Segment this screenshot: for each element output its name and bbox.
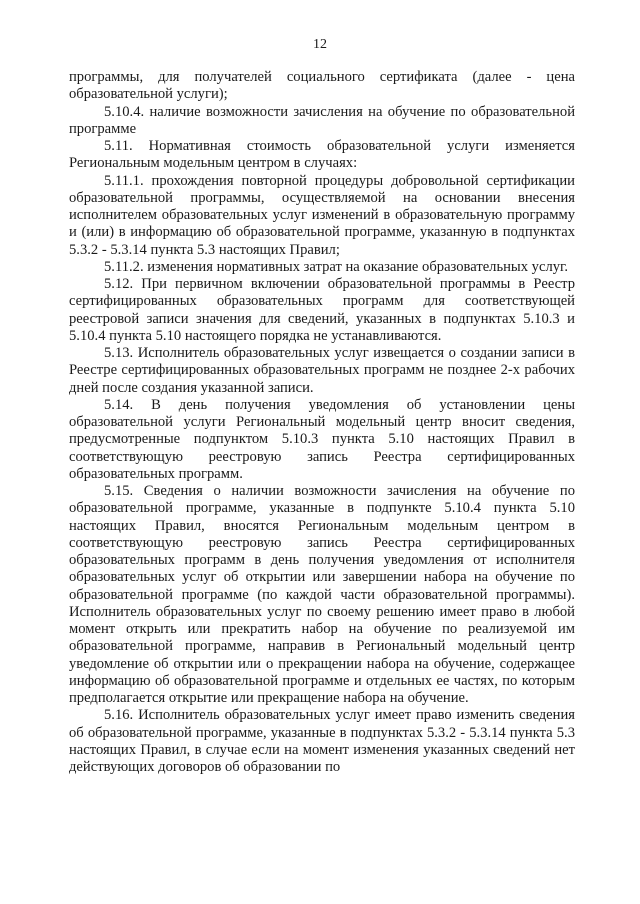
paragraph-5-11-1: 5.11.1. прохождения повторной процедуры добровольной сертификации образовательной программы, осуществляемой на основании внесения исполнителем образовательных услуг изменений в образовательную программу и (или) в информацию об образовательной программе, указанную в подпунктах 5.3.2 - 5.3.14 пункта 5.3 настоящих Правил; [69,172,575,258]
paragraph-5-13: 5.13. Исполнитель образовательных услуг извещается о создании записи в Реестре сертифицированных образовательных программ не позднее 2-х рабочих дней после создания указанной записи. [69,345,575,396]
page-number: 12 [313,37,327,52]
paragraph-5-11-2: 5.11.2. изменения нормативных затрат на оказание образовательных услуг. [104,258,569,275]
paragraph-5-11: 5.11. Нормативная стоимость образовательной услуги изменяется Региональным модельным центром в случаях: [69,138,575,172]
paragraph-5-10-4: 5.10.4. наличие возможности зачисления на обучение по образовательной программе [69,103,575,137]
paragraph-5-15: 5.15. Сведения о наличии возможности зачисления на обучение по образовательной программе, указанные в подпункте 5.10.4 пункта 5.10 настоящих Правил, вносятся Региональным модельным центром в соответствующую реестровую запись Реестра сертифицированных образовательных программ в день получения уведомления от исполнителя образовательных услуг об открытии или завершении набора на обучение по образовательной программе (по каждой части образовательной программы). Исполнитель образовательных услуг по своему решению имеет право в любой момент открыть или прекратить набор на обучение по реализуемой им образовательной программе, направив в Региональный модельный центр уведомление об открытии или о прекращении набора на обучение, содержащее информацию об образовательной программе и отдельных ее частях, по которым предполагается открытие или прекращение набора на обучение. [69,483,575,706]
paragraph-continuation: программы, для получателей социального сертификата (далее - цена образовательной услуги); [69,69,575,103]
paragraph-5-14: 5.14. В день получения уведомления об установлении цены образовательной услуги Региональный модельный центр вносит сведения, предусмотренные подпунктом 5.10.3 пункта 5.10 настоящих Правил в соответствующую реестровую запись Реестра сертифицированных образовательных программ. [69,396,575,482]
paragraph-5-16: 5.16. Исполнитель образовательных услуг имеет право изменить сведения об образовательной программе, указанные в подпунктах 5.3.2 - 5.3.14 пункта 5.3 настоящих Правил, в случае если на момент изменения указанных сведений нет действующих договоров об образовании по [69,707,575,775]
document-body [69,69,575,776]
paragraph-5-12: 5.12. При первичном включении образовательной программы в Реестр сертифицированных образовательных программ для соответствующей реестровой записи значения для сведений, указанных в подпунктах 5.10.3 и 5.10.4 пункта 5.10 настоящего порядка не устанавливаются. [69,276,575,344]
